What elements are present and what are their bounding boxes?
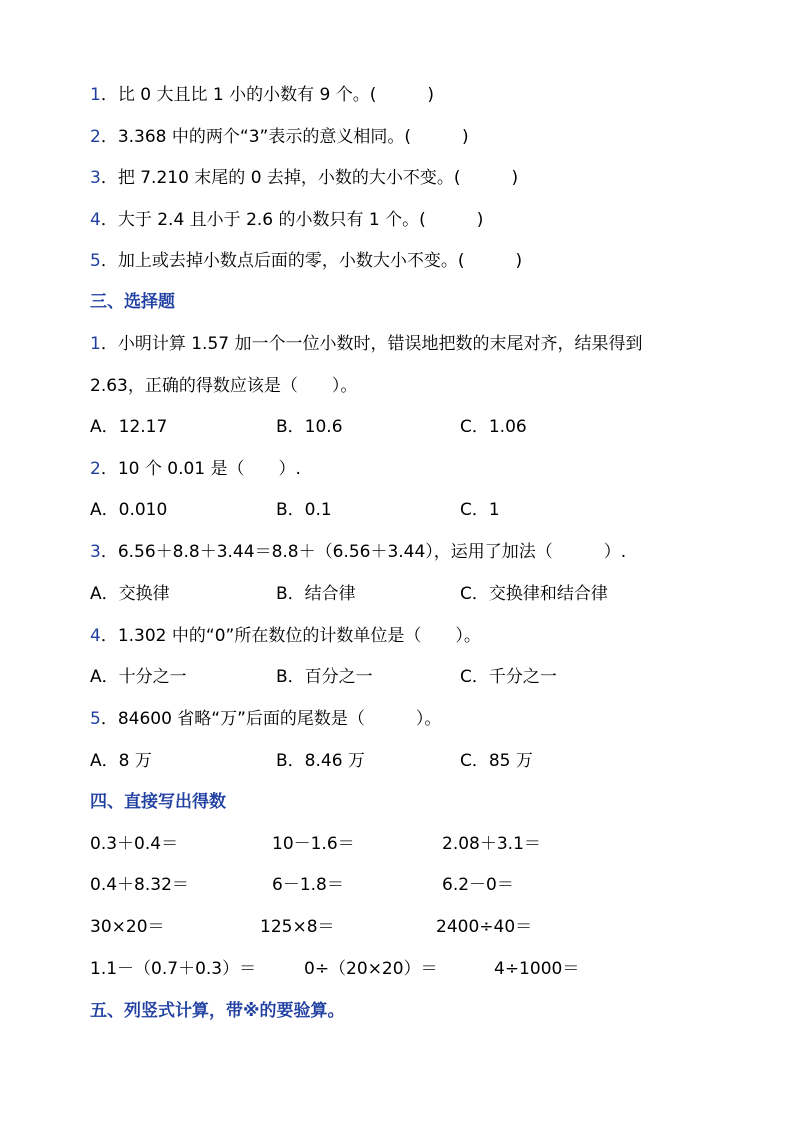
judge-item-number: 3 — [90, 168, 101, 188]
choice-question-1 — [90, 332, 643, 356]
choice-option-b[interactable]: B．百分之一 — [276, 667, 373, 687]
choice-question-text: ．1.302 中的“0”所在数位的计数单位是（ ）。 — [100, 626, 481, 646]
choice-question-1-cont: 2.63，正确的得数应该是（ ）。 — [90, 376, 358, 396]
choice-option-c[interactable]: C．交换律和结合律 — [460, 584, 608, 604]
choice-option-b[interactable]: B．8.46 万 — [276, 751, 365, 771]
choice-question-text: ．6.56＋8.8＋3.44＝8.8＋（6.56＋3.44），运用了加法（ ）. — [100, 542, 627, 562]
choice-question-number: 3 — [90, 542, 101, 562]
choice-option-a[interactable]: A．8 万 — [90, 751, 152, 771]
judge-item-text: ．把 7.210 末尾的 0 去掉，小数的大小不变。( ) — [100, 168, 519, 188]
judge-item-3 — [90, 166, 518, 190]
calc-expression: 2.08＋3.1＝ — [442, 834, 541, 854]
judge-item-number: 2 — [90, 127, 101, 147]
choice-question-3 — [90, 540, 626, 564]
choice-option-c[interactable]: C．85 万 — [460, 751, 533, 771]
judge-item-1 — [90, 83, 434, 107]
calc-expression: 0÷（20×20）＝ — [304, 959, 438, 979]
judge-item-2 — [90, 125, 469, 149]
choice-question-2 — [90, 457, 301, 481]
choice-question-text: ．小明计算 1.57 加一个一位小数时，错误地把数的末尾对齐，结果得到 — [100, 334, 643, 354]
calc-expression: 30×20＝ — [90, 917, 165, 937]
calc-expression: 10－1.6＝ — [272, 834, 355, 854]
calc-expression: 6－1.8＝ — [272, 875, 344, 895]
choice-question-5 — [90, 707, 441, 731]
choice-option-b[interactable]: B．结合律 — [276, 584, 356, 604]
judge-item-text: ．加上或去掉小数点后面的零，小数大小不变。( ) — [100, 251, 523, 271]
choice-option-a[interactable]: A．交换律 — [90, 584, 170, 604]
calc-expression: 125×8＝ — [260, 917, 335, 937]
judge-item-number: 1 — [90, 85, 101, 105]
calc-expression: 0.3＋0.4＝ — [90, 834, 179, 854]
judge-item-text: ．3.368 中的两个“3”表示的意义相同。( ) — [100, 127, 469, 147]
section-heading-vertical: 五、列竖式计算，带※的要验算。 — [90, 1001, 345, 1021]
choice-option-a[interactable]: A．十分之一 — [90, 667, 187, 687]
choice-question-text: ．10 个 0.01 是（ ）. — [100, 459, 301, 479]
calc-expression: 6.2－0＝ — [442, 875, 514, 895]
choice-question-number: 5 — [90, 709, 101, 729]
judge-item-5 — [90, 249, 522, 273]
choice-question-number: 2 — [90, 459, 101, 479]
choice-question-text: ．84600 省略“万”后面的尾数是（ ）。 — [100, 709, 442, 729]
choice-option-a[interactable]: A．12.17 — [90, 417, 168, 437]
choice-option-b[interactable]: B．0.1 — [276, 500, 332, 520]
section-heading-direct: 四、直接写出得数 — [90, 792, 226, 812]
judge-item-text: ．比 0 大且比 1 小的小数有 9 个。( ) — [100, 85, 434, 105]
choice-option-b[interactable]: B．10.6 — [276, 417, 343, 437]
choice-question-number: 1 — [90, 334, 101, 354]
calc-expression: 1.1－（0.7＋0.3）＝ — [90, 959, 257, 979]
calc-expression: 0.4＋8.32＝ — [90, 875, 189, 895]
judge-item-number: 5 — [90, 251, 101, 271]
calc-expression: 2400÷40＝ — [436, 917, 533, 937]
judge-item-number: 4 — [90, 210, 101, 230]
calc-expression: 4÷1000＝ — [494, 959, 580, 979]
judge-item-4 — [90, 208, 483, 232]
section-heading-choice: 三、选择题 — [90, 292, 175, 312]
choice-question-4 — [90, 624, 481, 648]
choice-option-c[interactable]: C．1.06 — [460, 417, 527, 437]
choice-option-c[interactable]: C．1 — [460, 500, 500, 520]
choice-question-number: 4 — [90, 626, 101, 646]
judge-item-text: ．大于 2.4 且小于 2.6 的小数只有 1 个。( ) — [100, 210, 484, 230]
choice-option-a[interactable]: A．0.010 — [90, 500, 168, 520]
choice-option-c[interactable]: C．千分之一 — [460, 667, 557, 687]
